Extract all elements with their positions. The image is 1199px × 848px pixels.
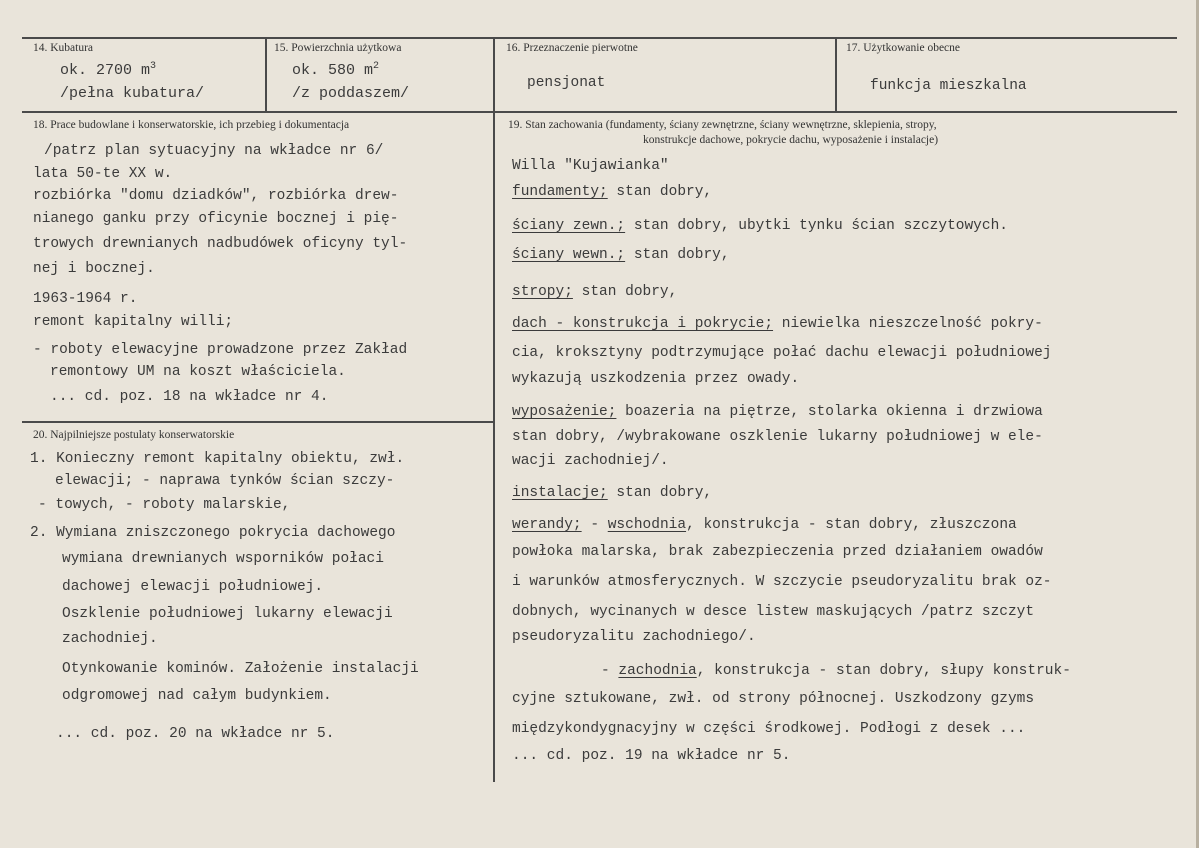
sec19-title: Willa "Kujawianka" [512,158,669,174]
sec19-sciany-wewn: ściany wewn.; stan dobry, [512,247,730,263]
sec18-label: 18. Prace budowlane i konserwatorskie, ich przebieg i dokumentacja [33,119,350,131]
sec20-line: Oszklenie południowej lukarny elewacji [62,606,393,622]
sec19-zach-line: ... cd. poz. 19 na wkładce nr 5. [512,748,791,764]
sec19-werandy-line: pseudoryzalitu zachodniego/. [512,629,756,645]
sec19-dach-line: cia, kroksztyny podtrzymujące połać dachu elewacji południowej [512,345,1052,361]
sec20-line: dachowej elewacji południowej. [62,579,324,595]
sec19-wypos-line: wacji zachodniej/. [512,453,669,469]
sec19-dach-line: wykazują uszkodzenia przez owady. [512,371,800,387]
sec16-value: pensjonat [527,75,606,91]
sec19-stropy: stropy; stan dobry, [512,284,678,300]
sec18-line: trowych drewnianych nadbudówek oficyny tyl- [33,236,408,252]
row1-rule [22,111,1177,113]
sec19-instalacje: instalacje; stan dobry, [512,485,713,501]
sec19-werandy-line: powłoka malarska, brak zabezpieczenia przed działaniem owadów [512,544,1043,560]
sec18-line: nej i bocznej. [33,261,155,277]
sec19-fundamenty: fundamenty; stan dobry, [512,184,713,200]
sec19-dach: dach - konstrukcja i pokrycie; niewielka nieszczelność pokry- [512,316,1043,332]
sec19-zach-line: międzykondygnacyjny w części środkowej. Podłogi z desek ... [512,721,1026,737]
sec18-line: remontowy UM na koszt właściciela. [50,364,346,380]
sec19-zach-line: cyjne sztukowane, zwł. od strony północnej. Uszkodzony gzyms [512,691,1035,707]
sec15-label: 15. Powierzchnia użytkowa [274,42,402,54]
sec19-label-2: konstrukcje dachowe, pokrycie dachu, wyposażenie i instalacje) [643,134,939,146]
divider-14-15 [265,37,267,112]
sec16-label: 16. Przeznaczenie pierwotne [506,42,638,54]
sec18-line: - roboty elewacyjne prowadzone przez Zakład [33,342,408,358]
sec18-line: rozbiórka "domu dziadków", rozbiórka drew- [33,188,399,204]
sec18-line: ... cd. poz. 18 na wkładce nr 4. [50,389,329,405]
sec19-wypos-line: stan dobry, /wybrakowane oszklenie lukarny południowej w ele- [512,429,1043,445]
sec20-line: elewacji; - naprawa tynków ścian szczy- [55,473,395,489]
sec20-line: wymiana drewnianych wsporników połaci [62,551,384,567]
sec20-label: 20. Najpilniejsze postulaty konserwatorskie [33,429,235,441]
sec20-line: odgromowej nad całym budynkiem. [62,688,332,704]
sec18-line: remont kapitalny willi; [33,314,234,330]
sec20-line: 1. Konieczny remont kapitalny obiektu, zwł. [30,451,405,467]
sec14-value: ok. 2700 $m^3$ [60,61,157,79]
sec17-value: funkcja mieszkalna [870,78,1027,94]
sec15-value: ok. 580 $m^2$ [292,61,380,79]
sec14-note: /pełna kubatura/ [60,85,205,102]
sec19-zachodnia: - zachodnia, konstrukcja - stan dobry, słupy konstruk- [601,663,1071,679]
sec15-note: /z poddaszem/ [292,85,410,102]
sec19-sciany-zewn: ściany zewn.; stan dobry, ubytki tynku ścian szczytowych. [512,218,1008,234]
sec17-label: 17. Użytkowanie obecne [846,42,961,54]
sec19-werandy-line: i warunków atmosferycznych. W szczycie pseudoryzalitu brak oz- [512,574,1052,590]
sec19-werandy-line: dobnych, wycinanych w desce listew maskujących /patrz szczyt [512,604,1035,620]
sec19-wyposazenie: wyposażenie; boazeria na piętrze, stolarka okienna i drzwiowa [512,404,1043,420]
sec20-line: - towych, - roboty malarskie, [38,497,291,513]
sec14-label: 14. Kubatura [33,42,94,54]
divider-16-17 [835,37,837,112]
top-rule [22,37,1177,39]
sec18-line: lata 50-te XX w. [33,166,173,182]
sec19-label-1: 19. Stan zachowania (fundamenty, ściany zewnętrzne, ściany wewnętrzne, sklepienia, stropy, [508,119,937,131]
sec18-line: 1963-1964 r. [33,291,138,307]
sec20-line: ... cd. poz. 20 na wkładce nr 5. [56,726,335,742]
sec20-line: zachodniej. [62,631,158,647]
divider-15-16 [493,37,495,782]
sec18-line: nianego ganku przy oficynie bocznej i pię- [33,211,399,227]
sec20-line: Otynkowanie kominów. Założenie instalacji [62,661,419,677]
sec19-werandy: werandy; - wschodnia, konstrukcja - stan dobry, złuszczona [512,517,1017,533]
sec18-sec20-rule [22,421,493,423]
sec18-line: /patrz plan sytuacyjny na wkładce nr 6/ [44,143,384,159]
sec20-line: 2. Wymiana zniszczonego pokrycia dachowego [30,525,396,541]
